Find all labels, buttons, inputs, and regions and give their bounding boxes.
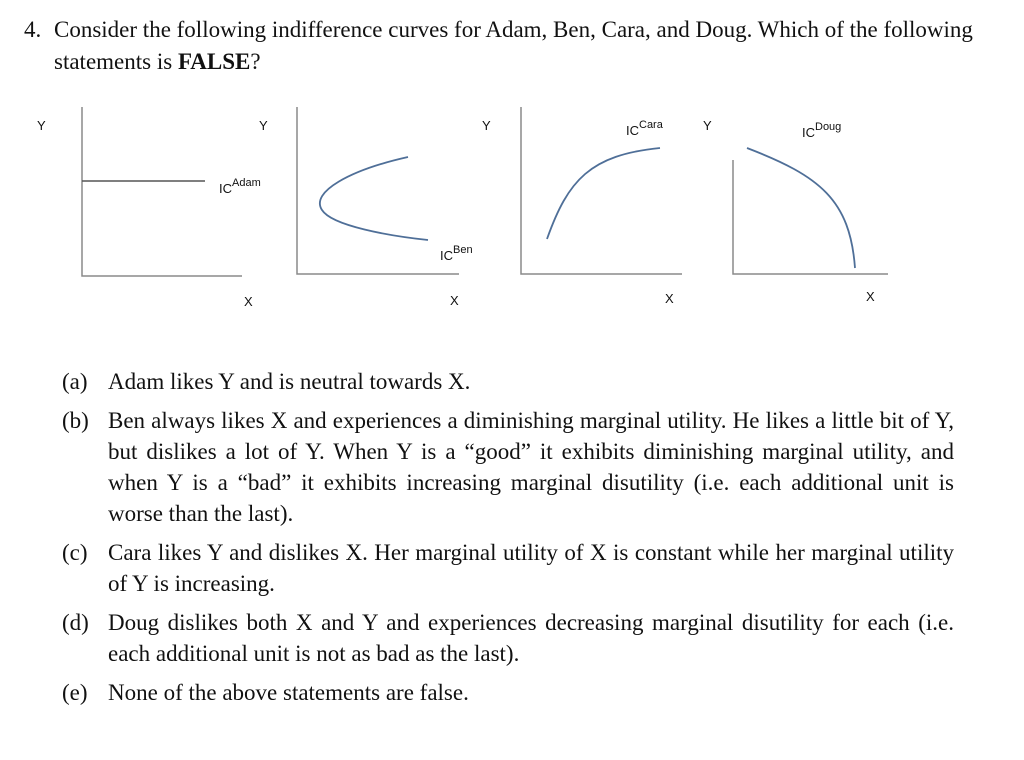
graph-adam: [37, 107, 261, 309]
cara-y-label: Y: [482, 118, 491, 133]
ben-ic-label: [440, 244, 473, 263]
ben-ic-curve: [320, 157, 428, 240]
question-text-after: ?: [250, 49, 261, 74]
graph-cara: [482, 107, 682, 306]
option-a: [62, 366, 954, 397]
option-e-tag: (e): [62, 680, 88, 705]
doug-axes: [733, 160, 888, 274]
question-text-before: Consider the following indifference curves for Adam, Ben, Cara, and Doug. Which of the following statements is: [54, 17, 973, 74]
doug-y-label: Y: [703, 118, 712, 133]
adam-ic-label: [219, 177, 261, 196]
adam-y-label: Y: [37, 118, 46, 133]
option-a-text: Adam likes Y and is neutral towards X.: [108, 369, 471, 394]
option-d: [62, 607, 954, 669]
option-a-tag: (a): [62, 369, 88, 394]
ben-y-label: Y: [259, 118, 268, 133]
doug-ic-prefix: IC: [802, 125, 815, 140]
question-stem: [24, 14, 974, 78]
option-d-tag: (d): [62, 610, 89, 635]
option-b: [62, 405, 954, 529]
ben-ic-sup: Ben: [453, 244, 473, 256]
cara-x-label: X: [665, 291, 674, 306]
option-e: [62, 677, 954, 708]
doug-ic-curve: [747, 148, 855, 268]
question-text: [54, 14, 974, 78]
doug-ic-label: [802, 121, 841, 140]
ben-axes: [297, 107, 459, 274]
option-e-text: None of the above statements are false.: [108, 680, 469, 705]
question-number: 4.: [24, 17, 42, 42]
adam-ic-sup: Adam: [232, 177, 261, 189]
adam-axes: [82, 107, 242, 276]
option-d-text: Doug dislikes both X and Y and experiences decreasing marginal disutility for each (i.e. each additional unit is not as bad as the last).: [108, 610, 954, 666]
indifference-curve-diagrams: [0, 100, 1024, 320]
doug-x-label: X: [866, 289, 875, 304]
cara-ic-sup: Cara: [639, 119, 663, 131]
cara-ic-label: [626, 119, 664, 138]
option-c: [62, 537, 954, 599]
option-c-tag: (c): [62, 540, 88, 565]
cara-ic-curve: [547, 148, 660, 239]
ben-ic-prefix: IC: [440, 248, 453, 263]
adam-x-label: X: [244, 294, 253, 309]
option-c-text: Cara likes Y and dislikes X. Her marginal utility of X is constant while her marginal utility of Y is increasing.: [108, 540, 954, 596]
graph-doug: [703, 118, 888, 304]
cara-axes: [521, 107, 682, 274]
answer-options: [62, 366, 954, 716]
option-b-tag: (b): [62, 408, 89, 433]
cara-ic-prefix: IC: [626, 123, 639, 138]
graph-ben: [259, 107, 473, 308]
ben-x-label: X: [450, 293, 459, 308]
option-b-text: Ben always likes X and experiences a diminishing marginal utility. He likes a little bit of Y, but dislikes a lot of Y. When Y is a “good” it exhibits diminishing marginal utility, and when Y is a “bad” it exhibits increasing marginal disutility (i.e. each additional unit is worse than the last).: [108, 408, 954, 526]
adam-ic-prefix: IC: [219, 181, 232, 196]
question-text-bold: FALSE: [177, 49, 251, 74]
doug-ic-sup: Doug: [815, 121, 842, 133]
